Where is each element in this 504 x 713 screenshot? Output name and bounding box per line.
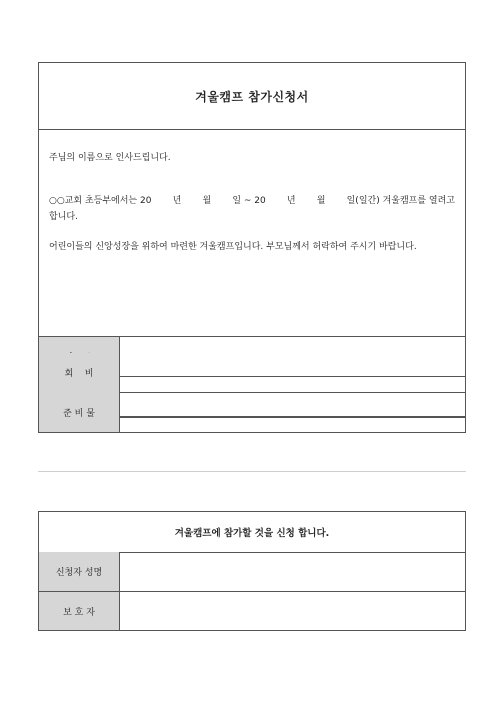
row-label: 준 비 물 xyxy=(39,392,120,432)
row-applicant-name xyxy=(39,552,465,592)
application-confirmation xyxy=(38,511,466,631)
row-label: 보 호 자 xyxy=(39,592,120,630)
request-text: 어린이들의 신앙성장을 위하여 마련한 겨울캠프입니다. 부모님께서 허락하여 주시기 바랍니다. xyxy=(49,242,417,252)
row-value-guardian[interactable] xyxy=(120,592,465,630)
dates-part: 년 xyxy=(172,196,182,206)
dates-line-2: 합니다. xyxy=(49,212,78,222)
dates-part: 년 xyxy=(286,196,296,206)
dates-text xyxy=(49,193,455,225)
row-value-fee[interactable] xyxy=(120,353,465,392)
row-label: 회 비 xyxy=(39,353,120,392)
dates-part: 월 xyxy=(316,196,326,206)
dates-line xyxy=(49,193,455,209)
row-supplies xyxy=(39,392,465,432)
section-divider xyxy=(38,471,466,472)
dates-part: 월 xyxy=(202,196,212,206)
application-title: 겨울캠프에 참가할 것을 신청 합니다. xyxy=(39,512,465,553)
row-guardian xyxy=(39,592,465,630)
row-value-supplies[interactable] xyxy=(120,392,465,432)
dates-part: 일 ~ 20 xyxy=(232,196,266,206)
dates-part: ○○교회 초등부에서는 20 xyxy=(49,196,152,206)
greeting-text: 주님의 이름으로 인사드립니다. xyxy=(49,153,171,163)
dates-part: 일(일간) 겨울캠프를 열려고 xyxy=(346,196,455,206)
form-body xyxy=(39,129,465,337)
form-title: 겨울캠프 참가신청서 xyxy=(39,63,465,130)
row-label: 신청자 성명 xyxy=(39,552,120,591)
row-fee xyxy=(39,353,465,393)
camp-form-rows-lower xyxy=(38,353,466,433)
row-value-applicant[interactable] xyxy=(120,552,465,591)
